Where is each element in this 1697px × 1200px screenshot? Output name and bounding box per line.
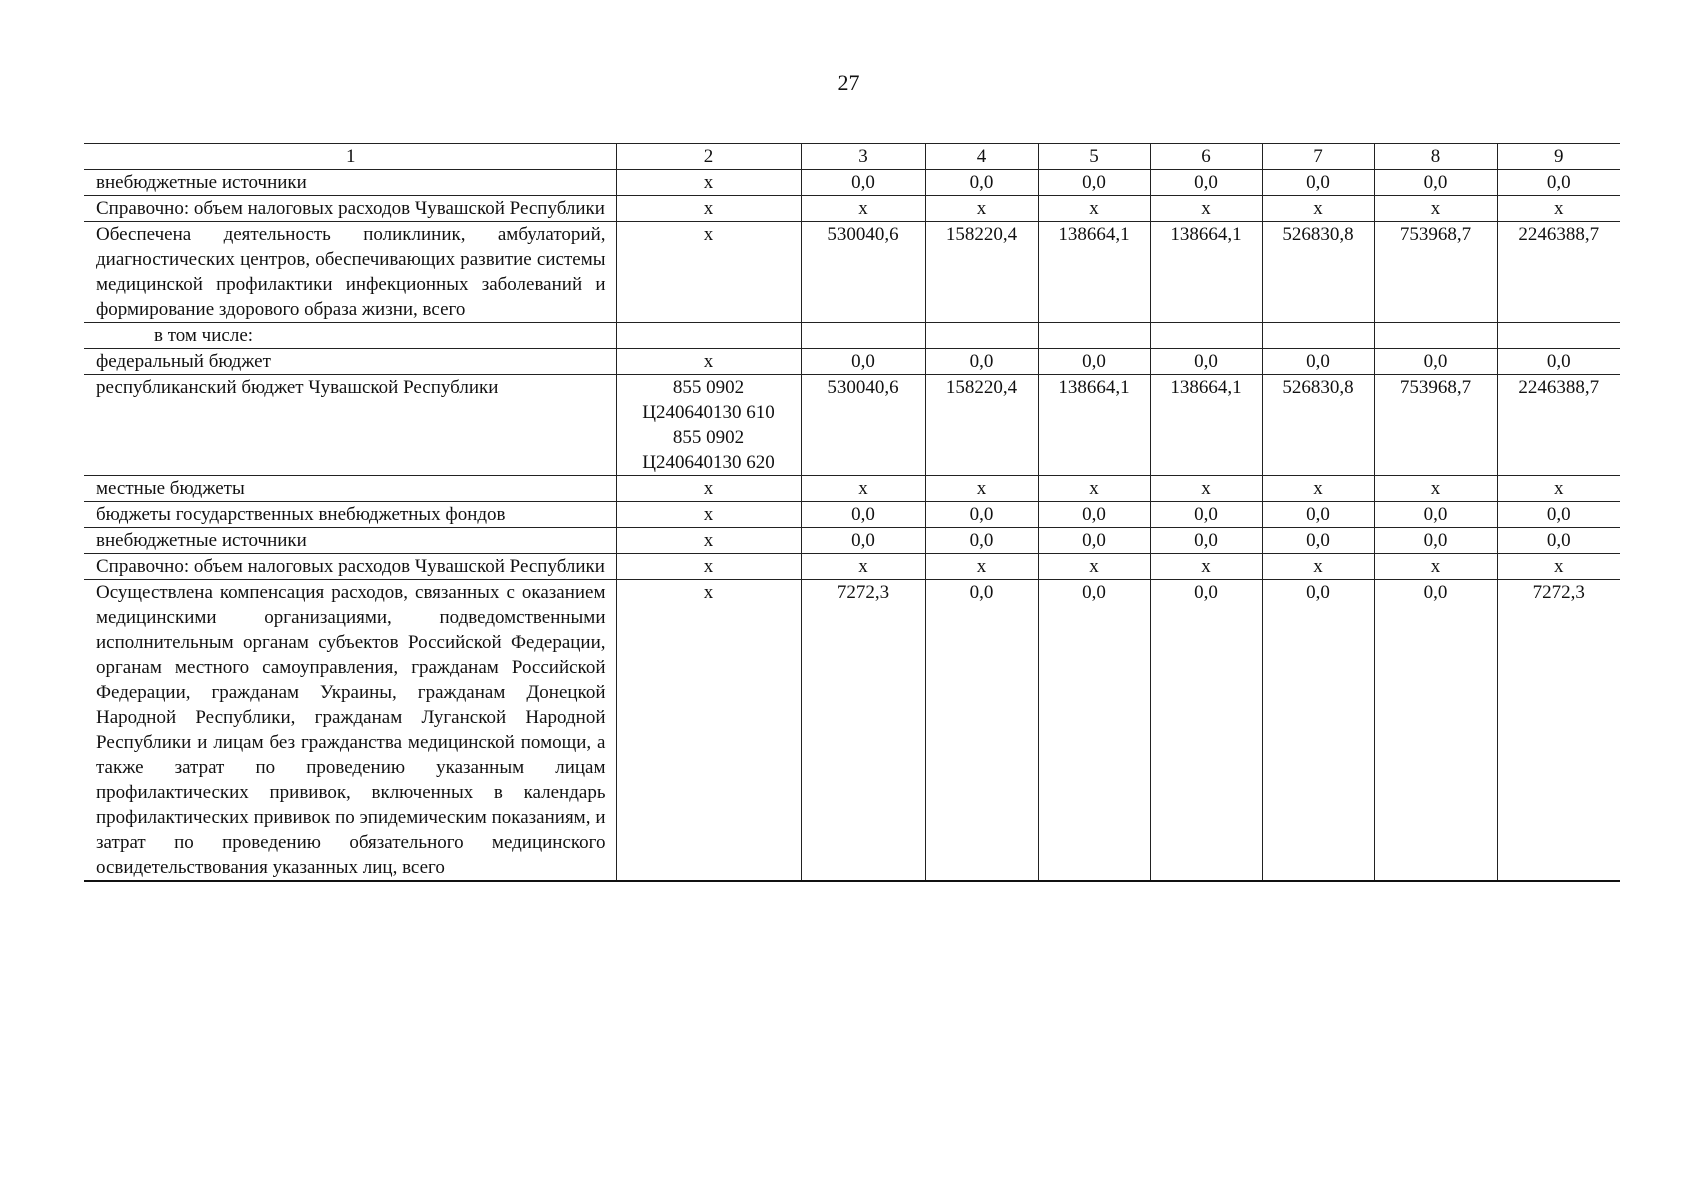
row-label: внебюджетные источники [84,170,616,196]
value-cell-col-3: 0,0 [801,528,925,554]
value-cell-col-3 [801,323,925,349]
value-cell-col-8: 753968,7 [1374,222,1497,323]
value-cell-col-6: х [1150,476,1262,502]
header-cell: 7 [1262,144,1374,170]
table-row [84,375,1620,476]
value-cell-col-3: 0,0 [801,502,925,528]
value-cell-col-9: х [1497,476,1620,502]
budget-code-cell [616,323,801,349]
value-cell-col-3: х [801,554,925,580]
budget-table [84,143,1620,882]
table-row [84,502,1620,528]
value-cell-col-5: х [1038,554,1150,580]
value-cell-col-5: 0,0 [1038,502,1150,528]
value-cell-col-8: х [1374,554,1497,580]
table-row [84,554,1620,580]
value-cell-col-7: 0,0 [1262,580,1374,882]
table-row [84,349,1620,375]
header-cell: 2 [616,144,801,170]
value-cell-col-8: х [1374,196,1497,222]
value-cell-col-7: 526830,8 [1262,222,1374,323]
budget-code-cell: х [616,170,801,196]
budget-code-cell: 855 0902 Ц240640130 610 855 0902 Ц240640130 620 [616,375,801,476]
value-cell-col-5: 0,0 [1038,528,1150,554]
value-cell-col-7: 0,0 [1262,528,1374,554]
budget-code-cell: х [616,222,801,323]
value-cell-col-7: 0,0 [1262,349,1374,375]
value-cell-col-3: х [801,196,925,222]
table-row [84,476,1620,502]
value-cell-col-9: 2246388,7 [1497,222,1620,323]
page-number: 27 [837,70,860,95]
value-cell-col-4: 0,0 [925,170,1038,196]
value-cell-col-4: 0,0 [925,528,1038,554]
header-cell: 6 [1150,144,1262,170]
value-cell-col-7: х [1262,476,1374,502]
value-cell-col-9: х [1497,196,1620,222]
value-cell-col-6: х [1150,196,1262,222]
value-cell-col-8: 0,0 [1374,170,1497,196]
value-cell-col-5: 0,0 [1038,580,1150,882]
table-body [84,144,1620,882]
value-cell-col-9: х [1497,554,1620,580]
value-cell-col-8: 0,0 [1374,528,1497,554]
budget-code-cell: х [616,580,801,882]
header-cell: 8 [1374,144,1497,170]
value-cell-col-6: 138664,1 [1150,222,1262,323]
value-cell-col-6: 0,0 [1150,170,1262,196]
budget-code-cell: х [616,349,801,375]
value-cell-col-8 [1374,323,1497,349]
budget-code-cell: х [616,196,801,222]
value-cell-col-6 [1150,323,1262,349]
value-cell-col-5: 138664,1 [1038,375,1150,476]
row-label: Осуществлена компенсация расходов, связанных с оказанием медицинскими организациями, подведомственными исполнительным органам субъектов Российской Федерации, органам местного самоуправления, гражданам Российской Федерации, гражданам Украины, гражданам Донецкой Народной Республики, гражданам Луганской Народной Республики и лицам без гражданства медицинской помощи, а также затрат по проведению указанным лицам профилактических прививок, включенных в календарь профилактических прививок по эпидемическим показаниям, и затрат по проведению обязательного медицинского освидетельствования указанных лиц, всего [84,580,616,882]
value-cell-col-4: 158220,4 [925,222,1038,323]
value-cell-col-9: 0,0 [1497,349,1620,375]
value-cell-col-5: 0,0 [1038,170,1150,196]
value-cell-col-8: 0,0 [1374,580,1497,882]
value-cell-col-7 [1262,323,1374,349]
row-label: внебюджетные источники [84,528,616,554]
table-row [84,528,1620,554]
budget-code-cell: х [616,502,801,528]
value-cell-col-9: 0,0 [1497,528,1620,554]
value-cell-col-4: 0,0 [925,502,1038,528]
value-cell-col-8: 0,0 [1374,349,1497,375]
value-cell-col-6: 0,0 [1150,502,1262,528]
table-header-row [84,144,1620,170]
value-cell-col-4: 0,0 [925,580,1038,882]
value-cell-col-6: 0,0 [1150,528,1262,554]
value-cell-col-3: 7272,3 [801,580,925,882]
table-row [84,196,1620,222]
header-cell: 5 [1038,144,1150,170]
value-cell-col-9: 7272,3 [1497,580,1620,882]
value-cell-col-3: х [801,476,925,502]
row-label: в том числе: [84,323,616,349]
value-cell-col-4: 0,0 [925,349,1038,375]
value-cell-col-7: х [1262,554,1374,580]
value-cell-col-5: х [1038,476,1150,502]
row-label: Справочно: объем налоговых расходов Чувашской Республики [84,554,616,580]
value-cell-col-3: 530040,6 [801,222,925,323]
value-cell-col-5 [1038,323,1150,349]
value-cell-col-4: х [925,554,1038,580]
table-row [84,170,1620,196]
value-cell-col-8: 0,0 [1374,502,1497,528]
budget-code-cell: х [616,476,801,502]
value-cell-col-5: 0,0 [1038,349,1150,375]
value-cell-col-4: х [925,476,1038,502]
row-label: бюджеты государственных внебюджетных фондов [84,502,616,528]
value-cell-col-9 [1497,323,1620,349]
value-cell-col-9: 0,0 [1497,170,1620,196]
value-cell-col-9: 0,0 [1497,502,1620,528]
value-cell-col-4: 158220,4 [925,375,1038,476]
table-row [84,323,1620,349]
value-cell-col-6: 0,0 [1150,580,1262,882]
value-cell-col-3: 0,0 [801,170,925,196]
row-label: Обеспечена деятельность поликлиник, амбулаторий, диагностических центров, обеспечивающих развитие системы медицинской профилактики инфекционных заболеваний и формирование здорового образа жизни, всего [84,222,616,323]
value-cell-col-4 [925,323,1038,349]
table-row [84,222,1620,323]
value-cell-col-7: х [1262,196,1374,222]
row-label: Справочно: объем налоговых расходов Чувашской Республики [84,196,616,222]
value-cell-col-6: 0,0 [1150,349,1262,375]
row-label: федеральный бюджет [84,349,616,375]
value-cell-col-9: 2246388,7 [1497,375,1620,476]
value-cell-col-5: 138664,1 [1038,222,1150,323]
value-cell-col-6: 138664,1 [1150,375,1262,476]
value-cell-col-8: х [1374,476,1497,502]
value-cell-col-4: х [925,196,1038,222]
value-cell-col-3: 0,0 [801,349,925,375]
budget-code-cell: х [616,528,801,554]
value-cell-col-7: 526830,8 [1262,375,1374,476]
value-cell-col-7: 0,0 [1262,170,1374,196]
header-cell: 9 [1497,144,1620,170]
value-cell-col-5: х [1038,196,1150,222]
header-cell: 3 [801,144,925,170]
budget-code-cell: х [616,554,801,580]
table-row [84,580,1620,882]
value-cell-col-6: х [1150,554,1262,580]
header-cell: 4 [925,144,1038,170]
value-cell-col-7: 0,0 [1262,502,1374,528]
row-label: республиканский бюджет Чувашской Республики [84,375,616,476]
value-cell-col-8: 753968,7 [1374,375,1497,476]
header-cell: 1 [84,144,616,170]
row-label: местные бюджеты [84,476,616,502]
value-cell-col-3: 530040,6 [801,375,925,476]
